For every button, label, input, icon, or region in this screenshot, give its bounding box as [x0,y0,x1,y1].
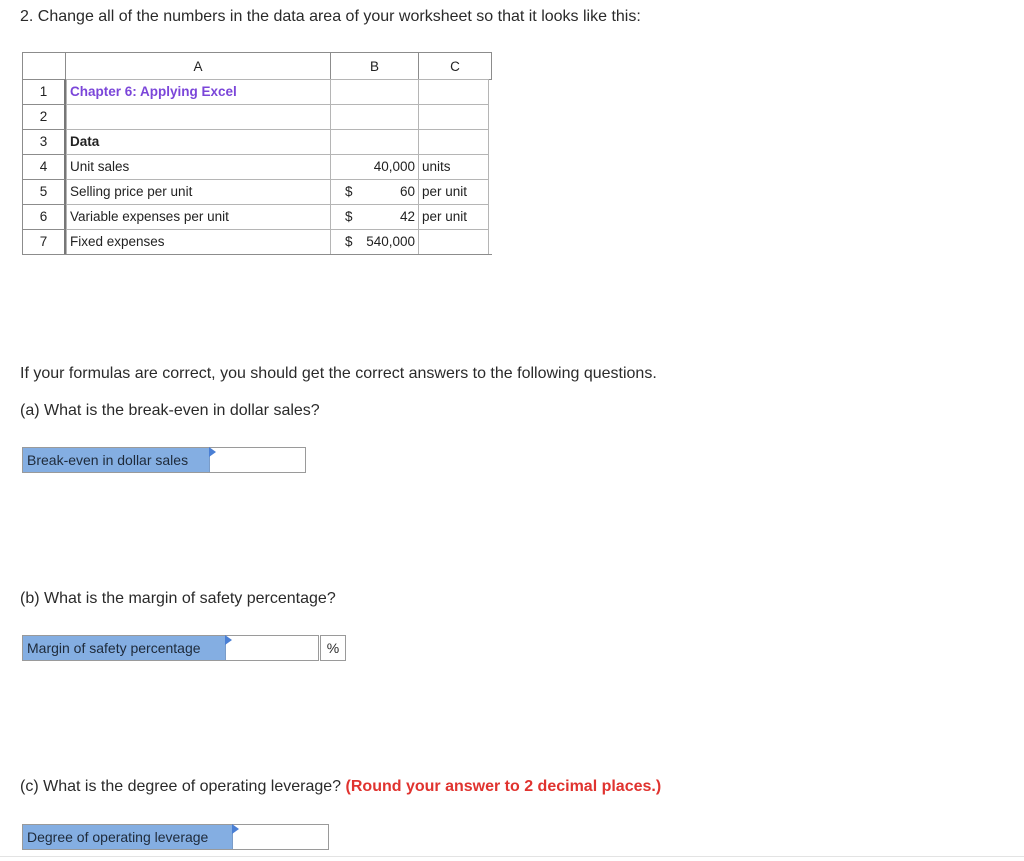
cell-c [418,129,489,155]
cell-c [418,104,489,130]
cell-b-value: 40,000 [373,159,415,174]
operating-leverage-input[interactable] [234,825,328,849]
row-number: 3 [22,129,66,155]
percent-unit: % [320,635,346,661]
answer-row-c [22,824,329,850]
cell-b-value: 60 [399,184,415,199]
answer-row-a [22,447,306,473]
question-b: (b) What is the margin of safety percentage? [20,590,336,607]
column-header-b: B [330,52,419,80]
row-number: 4 [22,154,66,180]
margin-of-safety-label: Margin of safety percentage [23,636,226,660]
operating-leverage-label: Degree of operating leverage [23,825,233,849]
question-a: (a) What is the break-even in dollar sales? [20,402,320,419]
cell-b-value: 42 [399,209,415,224]
cell-c [418,229,489,255]
cell-b [330,229,419,255]
cell-b [330,179,419,205]
cell-a [66,104,331,130]
column-header-c: C [418,52,492,80]
rounding-note: (Round your answer to 2 decimal places.) [345,778,662,795]
currency-symbol: $ [345,209,353,224]
corner-cell [22,52,66,80]
cell-b [330,204,419,230]
divider [0,856,1024,857]
worksheet [22,52,492,260]
cell-a: Fixed expenses [66,229,331,255]
currency-symbol: $ [345,234,353,249]
break-even-input[interactable] [211,448,305,472]
answer-row-b [22,635,319,661]
question-c-text: (c) What is the degree of operating leverage? [20,778,342,795]
cell-b [330,154,419,180]
row-number: 5 [22,179,66,205]
cell-c: units [418,154,489,180]
cell-a: Selling price per unit [66,179,331,205]
cell-c: per unit [418,204,489,230]
cell-c: per unit [418,179,489,205]
cell-a: Variable expenses per unit [66,204,331,230]
row-number: 7 [22,229,66,255]
cell-b-value: 540,000 [366,234,415,249]
cell-a: Data [66,129,331,155]
cell-c [418,79,489,105]
lead-text: If your formulas are correct, you should get the correct answers to the following questions. [20,365,657,382]
margin-of-safety-input[interactable] [227,636,318,660]
currency-symbol: $ [345,184,353,199]
cell-a: Chapter 6: Applying Excel [66,79,331,105]
cell-b [330,129,419,155]
cell-b [330,104,419,130]
intro-text: 2. Change all of the numbers in the data area of your worksheet so that it looks like this: [20,8,641,25]
row-number: 2 [22,104,66,130]
question-c [20,778,661,796]
cell-a: Unit sales [66,154,331,180]
row-number: 6 [22,204,66,230]
row-number: 1 [22,79,66,105]
column-header-a: A [65,52,331,80]
break-even-label: Break-even in dollar sales [23,448,210,472]
cell-b [330,79,419,105]
